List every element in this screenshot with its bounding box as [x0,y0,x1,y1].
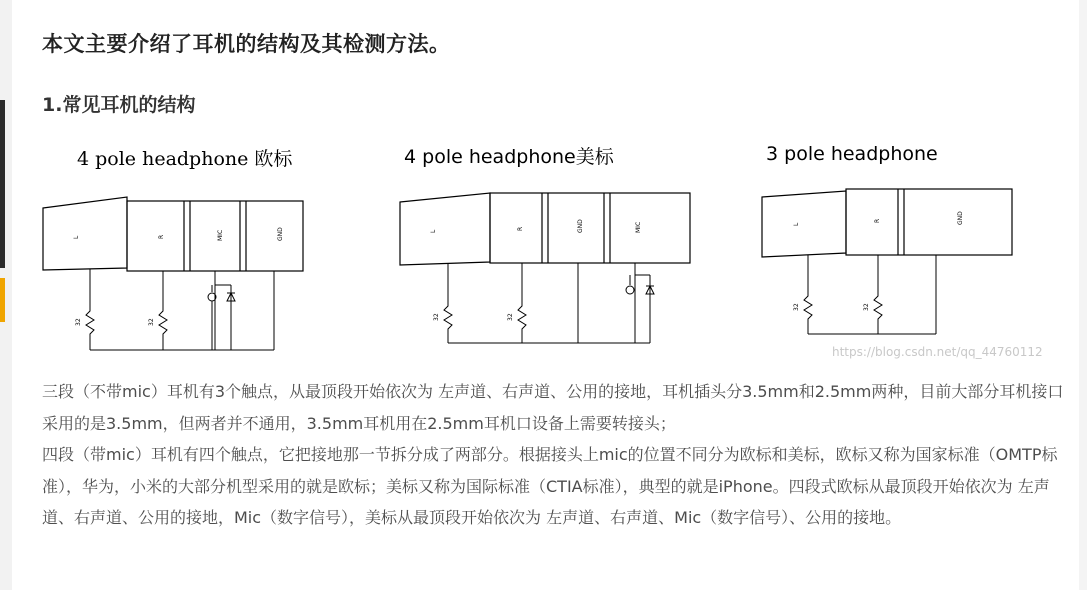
diagram-title: 4 pole headphone美标 [404,146,614,168]
segment-label-gnd: GND [277,227,284,241]
diagram-title: 3 pole headphone [766,143,938,165]
resistor-value: 32 [863,303,870,311]
segment-label-l: L [430,229,437,233]
paragraph-3pole: 三段（不带mic）耳机有3个触点，从最顶段开始依次为 左声道、右声道、公用的接地，耳机插头分3.5mm和2.5mm两种，目前大部分耳机接口采用的是3.5mm，但两者并不通用，3.5mm耳机用在2.5mm耳机口设备上需要转接头； [42,382,1064,433]
resistor-value: 32 [793,303,800,311]
resistor-value: 32 [507,313,514,321]
paragraph-4pole: 四段（带mic）耳机有四个触点，它把接地那一节拆分成了两部分。根据接头上mic的位置不同分为欧标和美标，欧标又称为国家标准（OMTP标准），华为，小米的大部分机型采用的就是欧标；美标又称为国际标准（CTIA标准），典型的就是iPhone。四段式欧标从最顶段开始依次为 左声道、右声道、公用的接地，Mic（数字信号），美标从最顶段开始依次为 左声道、右声道、Mic（数字信号）、公用的接地。 [42,445,1058,527]
resistor-value: 32 [433,313,440,321]
segment-label-r: R [874,218,881,223]
segment-label-r: R [158,234,165,239]
article-intro: 本文主要介绍了耳机的结构及其检测方法。 [42,32,451,56]
diagram-4pole-us [400,146,690,343]
segment-label-gnd: GND [577,219,584,233]
segment-label-mic: MIC [217,229,224,241]
resistor-value: 32 [75,318,82,326]
segment-label-gnd: GND [957,211,964,225]
segment-label-r: R [517,226,524,231]
diagram-3pole [762,143,1012,334]
section-heading: 1.常见耳机的结构 [42,94,196,116]
segment-label-l: L [793,222,800,226]
left-sidebar-dark-edge [0,100,5,268]
image-watermark: https://blog.csdn.net/qq_44760112 [832,345,1043,359]
diagram-4pole-euro [43,148,303,350]
resistor-value: 32 [148,318,155,326]
left-sidebar-accent [0,278,5,322]
headphone-structure-figure [30,135,1060,365]
segment-label-l: L [73,235,80,239]
diagram-title: 4 pole headphone 欧标 [77,148,293,170]
segment-label-mic: MIC [635,221,642,233]
scrollbar-track[interactable] [1079,0,1087,590]
